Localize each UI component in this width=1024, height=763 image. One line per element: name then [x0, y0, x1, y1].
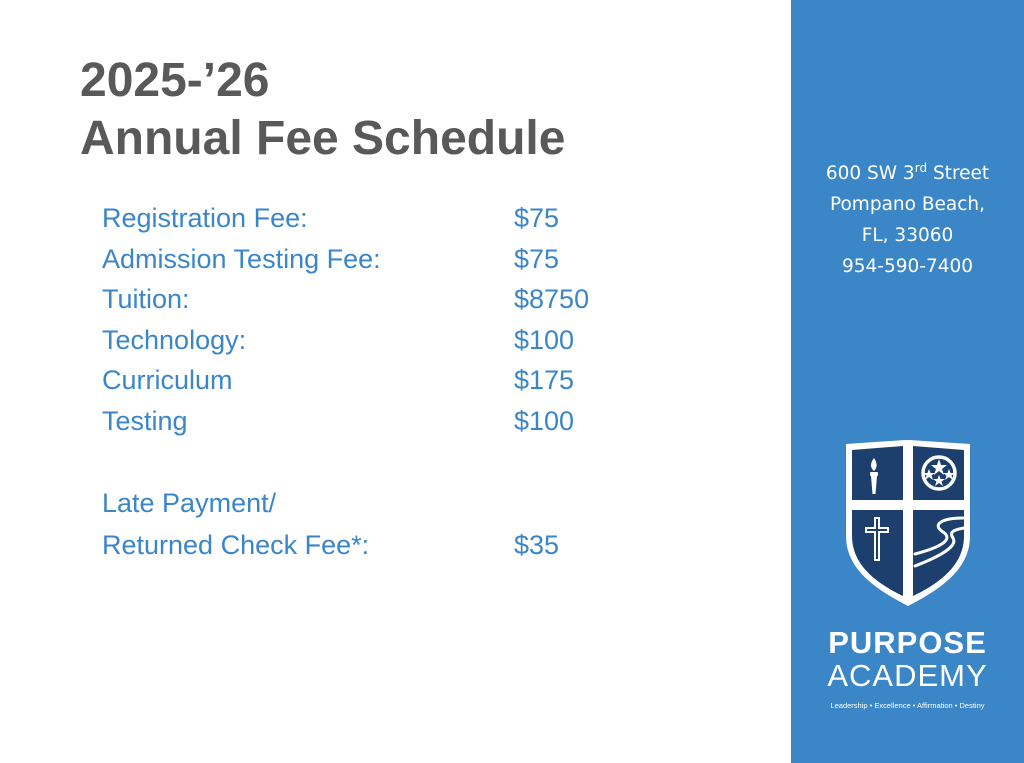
late-fee-label-line1: Late Payment/ — [102, 488, 277, 518]
late-fee-line1 — [102, 482, 369, 524]
address-state-zip: FL, 33060 — [861, 225, 954, 246]
sidebar-panel — [791, 0, 1024, 763]
fee-label: Tuition: — [102, 284, 190, 314]
shield-logo-icon — [843, 438, 973, 608]
logo-name-line1: PURPOSE — [828, 625, 987, 660]
fee-amount: $175 — [514, 365, 575, 395]
address-city: Pompano Beach, — [829, 194, 986, 215]
page-title — [80, 52, 565, 168]
fee-amount: $8750 — [514, 284, 590, 314]
fee-amount: $75 — [514, 243, 560, 274]
address-phone: 954-590-7400 — [841, 256, 974, 277]
fee-label: Technology: — [102, 324, 247, 355]
late-fee-line2 — [102, 524, 560, 566]
fee-amount: $100 — [514, 324, 575, 355]
logo-tagline: Leadership • Excellence • Affirmation • Destiny — [830, 701, 985, 710]
address-street-number: 600 SW 3 — [825, 163, 915, 184]
address-street — [791, 158, 1024, 189]
fee-label: Testing — [102, 405, 188, 436]
late-fee-amount: $35 — [514, 530, 560, 560]
late-fee-block — [102, 482, 560, 566]
logo-name-line2: ACADEMY — [827, 658, 988, 693]
fee-label: Admission Testing Fee: — [102, 243, 381, 274]
logo-wordmark — [791, 626, 1024, 692]
address-street-suffix: rd — [914, 161, 928, 175]
fee-label: Curriculum — [102, 365, 233, 395]
title-heading: Annual Fee Schedule — [80, 112, 566, 165]
school-address — [791, 158, 1024, 282]
late-fee-label-line2: Returned Check Fee*: — [102, 530, 370, 560]
title-year: 2025-’26 — [80, 54, 270, 107]
fee-amount: $100 — [514, 405, 575, 436]
fee-amount: $75 — [514, 203, 560, 233]
address-street-name: Street — [927, 163, 990, 184]
fee-label: Registration Fee: — [102, 203, 308, 233]
